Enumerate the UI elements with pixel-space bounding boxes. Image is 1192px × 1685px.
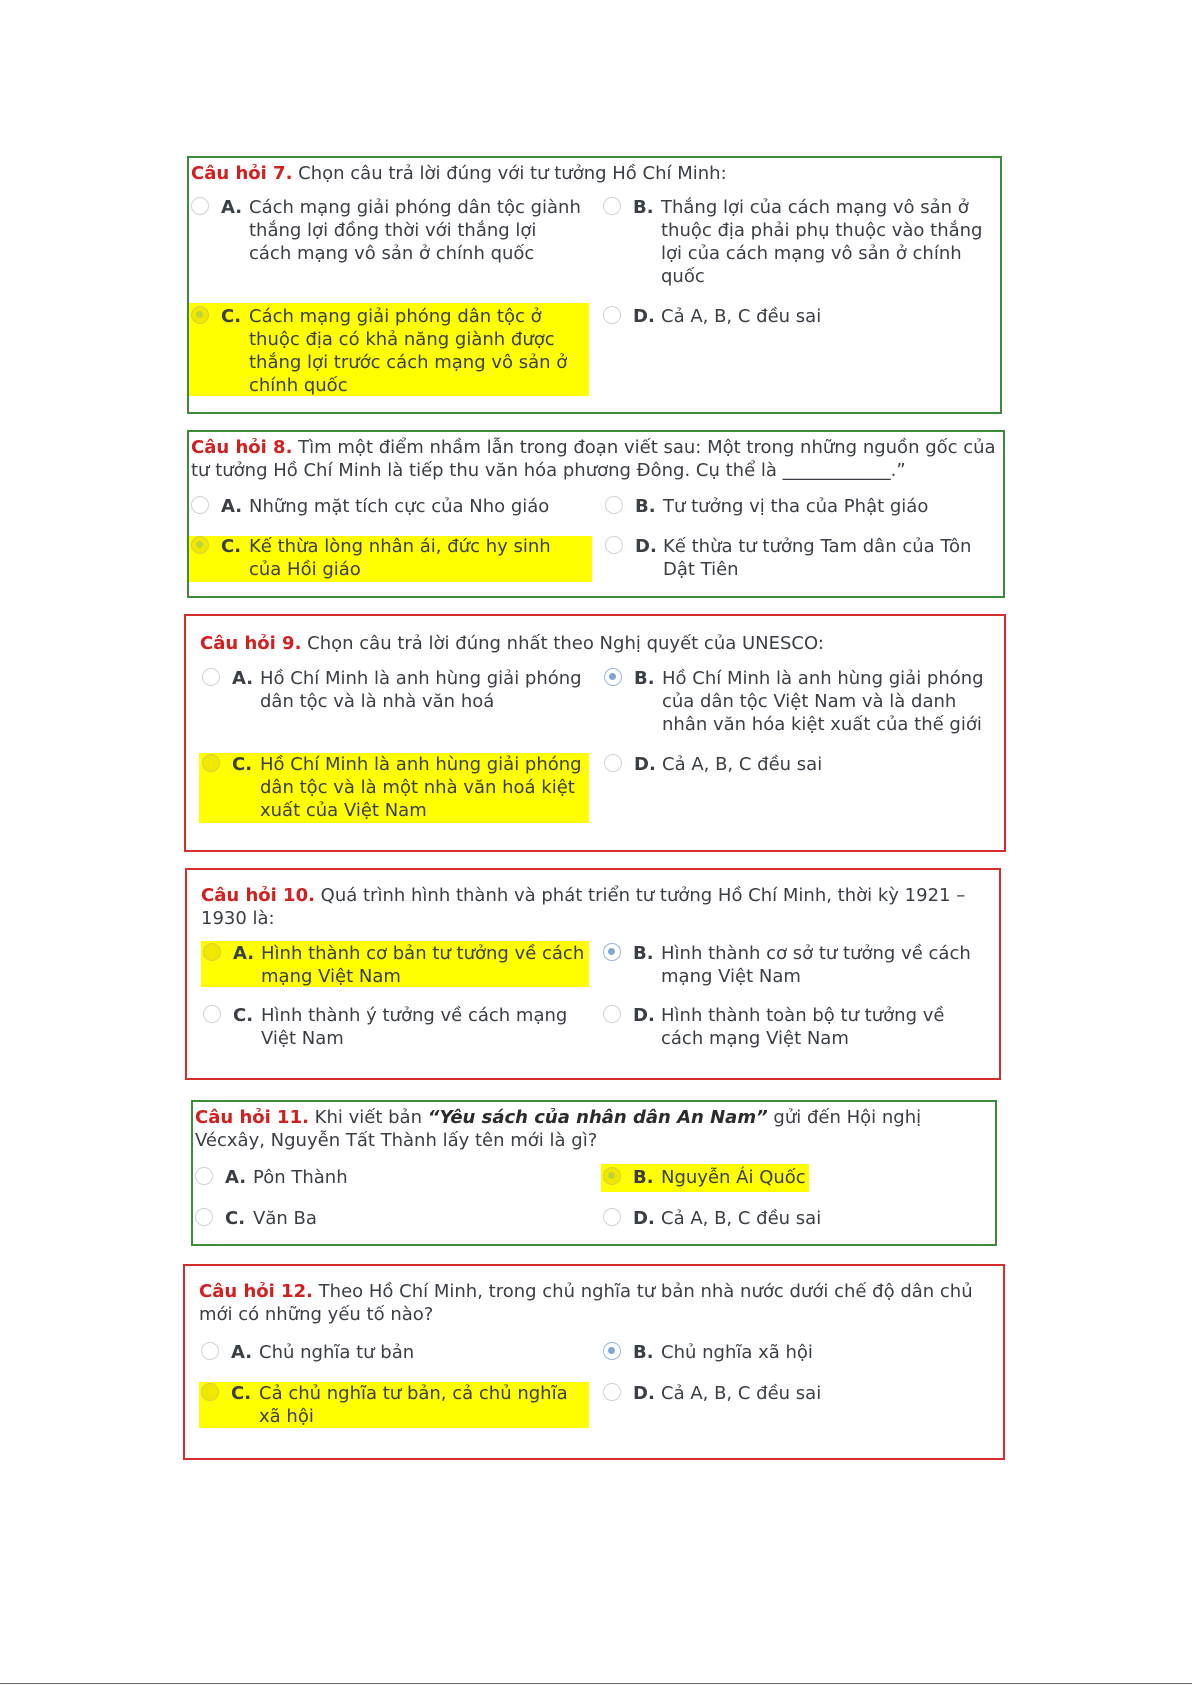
option-text: Thắng lợi của cách mạng vô sản ở thuộc địa phải phụ thuộc vào thắng lợi của cách mạng vô sản ở chính quốc [661, 197, 983, 287]
radio-button[interactable] [603, 1342, 621, 1360]
option-text: Cả A, B, C đều sai [661, 1383, 822, 1404]
question-body: Chọn câu trả lời đúng với tư tưởng Hồ Chí Minh: [292, 163, 727, 184]
radio-button[interactable] [191, 536, 209, 554]
question-body-emphasis: “Yêu sách của nhân dân An Nam” [427, 1107, 768, 1128]
option-text: Hồ Chí Minh là anh hùng giải phóng của dân tộc Việt Nam và là danh nhân văn hóa kiệt xuất của thế giới [662, 668, 984, 735]
radio-button[interactable] [603, 1005, 621, 1023]
question-8 [187, 430, 1005, 598]
option-b[interactable] [603, 942, 987, 988]
option-a[interactable] [195, 1166, 579, 1189]
radio-button[interactable] [203, 1005, 221, 1023]
radio-button[interactable] [603, 1383, 621, 1401]
option-a[interactable] [203, 942, 587, 988]
option-letter: B. [633, 197, 654, 218]
question-7-text [191, 162, 994, 185]
option-c[interactable] [201, 1382, 585, 1428]
option-text: Cả chủ nghĩa tư bản, cả chủ nghĩa xã hội [259, 1383, 568, 1427]
radio-button[interactable] [605, 536, 623, 554]
radio-button[interactable] [202, 668, 220, 686]
option-c[interactable] [203, 1004, 587, 1050]
question-body-start: Khi viết bản [308, 1107, 428, 1128]
option-letter: A. [221, 496, 243, 517]
option-d[interactable] [603, 1207, 987, 1230]
option-b[interactable] [603, 196, 985, 288]
question-body-end: gửi đến Hội nghị Vécxây, Nguyễn Tất Thành lấy tên mới là gì? [195, 1107, 922, 1151]
radio-button[interactable] [201, 1342, 219, 1360]
question-12-text [199, 1280, 997, 1326]
radio-button[interactable] [603, 943, 621, 961]
question-11-text [195, 1106, 989, 1152]
option-text: Hình thành toàn bộ tư tưởng về cách mạng Việt Nam [661, 1005, 945, 1049]
question-label: Câu hỏi 8. [191, 437, 293, 458]
radio-button[interactable] [603, 1167, 621, 1185]
option-text: Chủ nghĩa xã hội [661, 1342, 813, 1363]
question-9-text [200, 632, 998, 655]
question-10-text [201, 884, 993, 930]
option-letter: D. [633, 1005, 655, 1026]
option-letter: A. [231, 1342, 253, 1363]
question-12 [183, 1264, 1005, 1460]
option-text: Cả A, B, C đều sai [661, 306, 822, 327]
option-letter: A. [232, 668, 254, 689]
option-a[interactable] [201, 1341, 585, 1364]
option-letter: A. [225, 1167, 247, 1188]
option-c[interactable] [202, 753, 586, 822]
option-letter: D. [633, 1383, 655, 1404]
option-letter: C. [233, 1005, 254, 1026]
radio-button[interactable] [191, 197, 209, 215]
option-text: Cả A, B, C đều sai [661, 1208, 822, 1229]
option-text: Tư tưởng vị tha của Phật giáo [663, 496, 929, 517]
option-text: Hình thành cơ sở tư tưởng về cách mạng Việt Nam [661, 943, 971, 987]
radio-button[interactable] [603, 306, 621, 324]
question-body: Tìm một điểm nhầm lẫn trong đoạn viết sau: Một trong những nguồn gốc của tư tưởng Hồ Chí Minh là tiếp thu văn hóa phương Đông. Cụ thể là ____________.” [191, 437, 996, 481]
radio-button[interactable] [604, 668, 622, 686]
radio-button[interactable] [191, 496, 209, 514]
radio-button[interactable] [603, 1208, 621, 1226]
option-a[interactable] [191, 196, 583, 265]
radio-button[interactable] [202, 754, 220, 772]
radio-button[interactable] [605, 496, 623, 514]
radio-button[interactable] [195, 1167, 213, 1185]
radio-button[interactable] [191, 306, 209, 324]
question-11 [191, 1100, 997, 1246]
page-bottom-rule [0, 1683, 1192, 1684]
option-c[interactable] [191, 535, 585, 581]
option-letter: B. [634, 668, 655, 689]
option-letter: C. [221, 536, 242, 557]
option-b[interactable] [603, 1166, 987, 1189]
option-text: Hồ Chí Minh là anh hùng giải phóng dân tộc và là nhà văn hoá [260, 668, 582, 712]
option-letter: C. [221, 306, 242, 327]
option-letter: B. [633, 1167, 654, 1188]
question-8-text [191, 436, 997, 482]
option-d[interactable] [603, 305, 985, 328]
radio-button[interactable] [604, 754, 622, 772]
option-letter: D. [634, 754, 656, 775]
question-7 [187, 156, 1002, 414]
option-d[interactable] [605, 535, 995, 581]
question-10 [185, 868, 1001, 1080]
radio-button[interactable] [201, 1383, 219, 1401]
option-text: Những mặt tích cực của Nho giáo [249, 496, 550, 517]
question-label: Câu hỏi 12. [199, 1281, 313, 1302]
option-text: Nguyễn Ái Quốc [661, 1167, 806, 1188]
question-label: Câu hỏi 7. [191, 163, 293, 184]
option-text: Kế thừa lòng nhân ái, đức hy sinh của Hồi giáo [249, 536, 551, 580]
option-d[interactable] [603, 1382, 987, 1405]
option-letter: B. [633, 943, 654, 964]
option-a[interactable] [202, 667, 586, 713]
option-text: Cả A, B, C đều sai [662, 754, 823, 775]
radio-button[interactable] [195, 1208, 213, 1226]
option-letter: C. [232, 754, 253, 775]
option-letter: B. [633, 1342, 654, 1363]
option-letter: D. [633, 306, 655, 327]
question-9 [184, 614, 1006, 852]
option-a[interactable] [191, 495, 585, 518]
option-text: Hồ Chí Minh là anh hùng giải phóng dân tộc và là một nhà văn hoá kiệt xuất của Việt Nam [260, 754, 582, 821]
radio-button[interactable] [603, 197, 621, 215]
option-text: Hình thành ý tưởng về cách mạng Việt Nam [261, 1005, 568, 1049]
option-letter: B. [635, 496, 656, 517]
option-letter: C. [225, 1208, 246, 1229]
option-text: Kế thừa tư tưởng Tam dân của Tôn Dật Tiên [663, 536, 972, 580]
option-text: Cách mạng giải phóng dân tộc ở thuộc địa có khả năng giành được thắng lợi trước cách mạng vô sản ở chính quốc [249, 306, 568, 396]
option-text: Pôn Thành [253, 1167, 348, 1188]
option-letter: A. [233, 943, 255, 964]
option-d[interactable] [603, 1004, 987, 1050]
question-label: Câu hỏi 10. [201, 885, 315, 906]
option-text: Văn Ba [253, 1208, 317, 1229]
option-letter: C. [231, 1383, 252, 1404]
radio-button[interactable] [203, 943, 221, 961]
question-body: Theo Hồ Chí Minh, trong chủ nghĩa tư bản nhà nước dưới chế độ dân chủ mới có những yếu tố nào? [199, 1281, 973, 1325]
option-c[interactable] [195, 1207, 579, 1230]
question-label: Câu hỏi 9. [200, 633, 302, 654]
option-text: Chủ nghĩa tư bản [259, 1342, 415, 1363]
option-letter: D. [633, 1208, 655, 1229]
option-b[interactable] [605, 495, 995, 518]
option-d[interactable] [604, 753, 988, 776]
question-body: Chọn câu trả lời đúng nhất theo Nghị quyết của UNESCO: [301, 633, 824, 654]
option-text: Hình thành cơ bản tư tưởng về cách mạng Việt Nam [261, 943, 585, 987]
option-text: Cách mạng giải phóng dân tộc giành thắng lợi đồng thời với thắng lợi cách mạng vô sản ở chính quốc [249, 197, 581, 264]
question-body: Quá trình hình thành và phát triển tư tưởng Hồ Chí Minh, thời kỳ 1921 – 1930 là: [201, 885, 966, 929]
option-letter: A. [221, 197, 243, 218]
option-b[interactable] [603, 1341, 987, 1364]
question-label: Câu hỏi 11. [195, 1107, 309, 1128]
option-c[interactable] [191, 305, 583, 397]
option-b[interactable] [604, 667, 988, 736]
option-letter: D. [635, 536, 657, 557]
